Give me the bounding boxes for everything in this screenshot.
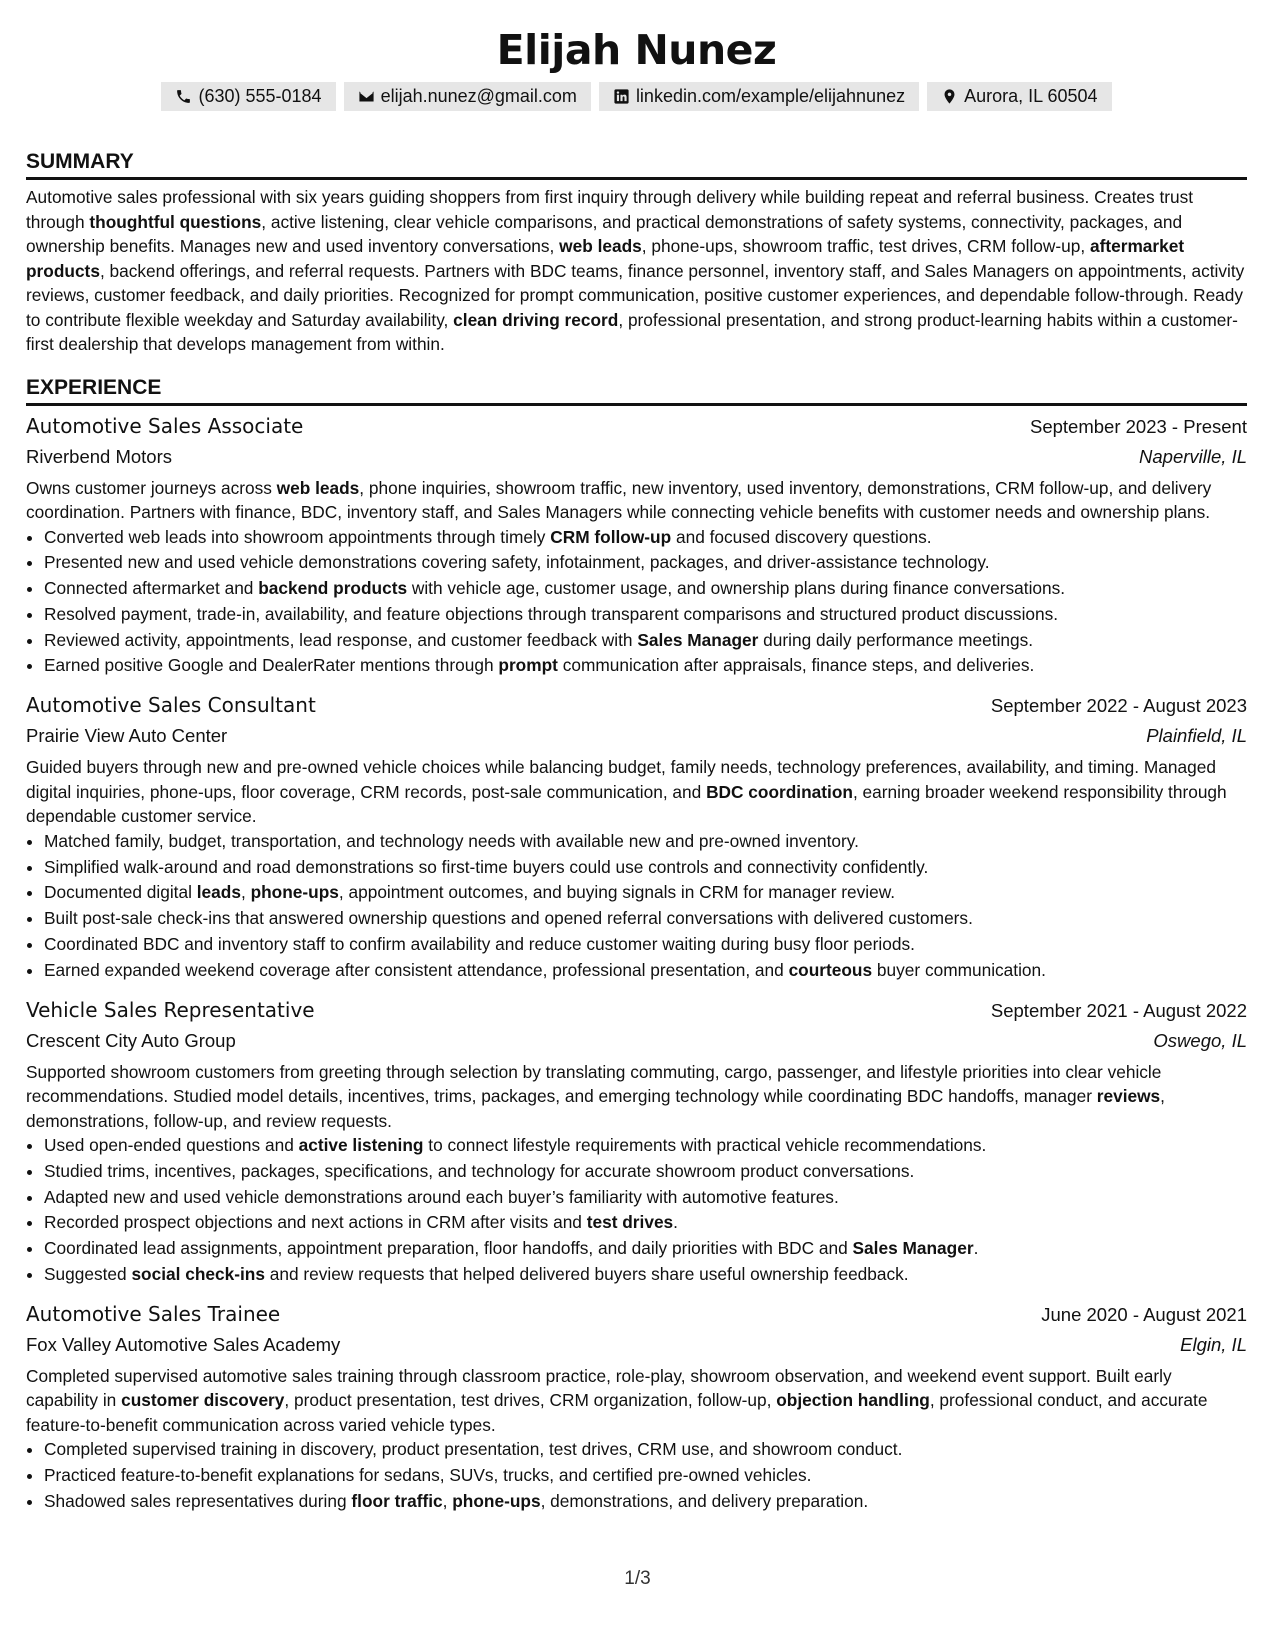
bold-text: leads — [196, 882, 241, 903]
text-run: , demonstrations, follow-up, and review requests. — [26, 1086, 1165, 1131]
job-company: Prairie View Auto Center — [26, 725, 228, 747]
envelope-icon — [358, 88, 375, 105]
text-run: , earning broader weekend responsibility through dependable customer service. — [26, 781, 1227, 827]
bold-text: phone-ups — [452, 1490, 541, 1511]
job-bullet — [44, 628, 1247, 654]
text-run: Reviewed activity, appointments, lead response, and customer feedback with — [44, 629, 638, 650]
contact-email[interactable] — [344, 82, 591, 111]
bold-text: web leads — [276, 477, 360, 498]
job-bullet-list — [26, 1437, 1247, 1514]
text-run: Supported showroom customers from greeting through selection by translating commuting, cargo, passenger, and lifestyle priorities into clear vehicle recommendations. Studied model details, incentives, trims, packages, and emerging technology while coordinating BDC handoffs, manager — [26, 1061, 1162, 1107]
job-bullet — [44, 602, 1247, 628]
summary-heading: SUMMARY — [26, 149, 1247, 180]
text-run: Earned positive Google and DealerRater mentions through — [44, 655, 499, 676]
contact-bar — [26, 82, 1247, 111]
job-bullet-list — [26, 525, 1247, 680]
job-bullet — [44, 550, 1247, 576]
bold-text: customer discovery — [121, 1390, 285, 1411]
text-run: Earned expanded weekend coverage after consistent attendance, professional presentation, and — [44, 959, 789, 980]
text-run: , product presentation, test drives, CRM organization, follow-up, — [284, 1390, 777, 1411]
bold-text: thoughtful questions — [89, 211, 262, 232]
job-bullet — [44, 1262, 1247, 1288]
job-company: Crescent City Auto Group — [26, 1029, 236, 1051]
text-run: Automotive sales professional with six years guiding shoppers from first inquiry through delivery while building repeat and referral business. Creates trust through — [26, 187, 1194, 232]
bold-text: CRM follow-up — [550, 526, 672, 547]
text-run: . — [973, 1238, 979, 1259]
text-run: and review requests that helped delivered buyers share useful ownership feedback. — [264, 1264, 909, 1285]
text-run: Connected aftermarket and — [44, 578, 259, 599]
job-bullet — [44, 576, 1247, 602]
text-run: Adapted new and used vehicle demonstrations around each buyer’s familiarity with automotive features. — [44, 1186, 839, 1207]
job-bullet — [44, 855, 1247, 881]
contact-linkedin-text: linkedin.com/example/elijahnunez — [635, 86, 906, 106]
bold-text: reviews — [1096, 1086, 1161, 1107]
job-bullet — [44, 653, 1247, 679]
text-run: to connect lifestyle requirements with practical vehicle recommendations. — [423, 1135, 987, 1156]
text-run: , phone inquiries, showroom traffic, new inventory, used inventory, demonstrations, CRM follow-up, and delivery coordination. Partners with finance, BDC, inventory staff, and Sales Managers while connecting vehicle benefits with customer needs and ownership plans. — [26, 477, 1212, 522]
job-title: Automotive Sales Trainee — [26, 1301, 281, 1326]
job-title: Automotive Sales Consultant — [26, 693, 316, 718]
text-run: Guided buyers through new and pre-owned vehicle choices while balancing budget, family needs, technology preferences, availability, and timing. Managed digital inquiries, phone-ups, floor coverage, CRM records, post-sale communication, and — [26, 757, 1216, 802]
text-run: , professional conduct, and accurate feature-to-benefit communication across varied vehicle types. — [26, 1390, 1208, 1435]
text-run: Shadowed sales representatives during — [44, 1490, 352, 1511]
job-bullet — [44, 1185, 1247, 1211]
contact-phone-text: (630) 555-0184 — [198, 86, 322, 106]
text-run: Matched family, budget, transportation, and technology needs with available new and pre-owned inventory. — [44, 830, 859, 851]
contact-linkedin[interactable] — [599, 82, 919, 111]
job-location: Elgin, IL — [1180, 1333, 1247, 1355]
text-run: Completed supervised training in discovery, product presentation, test drives, CRM use, and showroom conduct. — [44, 1439, 903, 1460]
job-bullet — [44, 1159, 1247, 1185]
job-location: Naperville, IL — [1139, 445, 1247, 467]
contact-location-text: Aurora, IL 60504 — [964, 86, 1098, 106]
bold-text: objection handling — [776, 1390, 930, 1411]
text-run: and focused discovery questions. — [671, 526, 932, 547]
job-dates: September 2022 - August 2023 — [990, 695, 1247, 717]
page-number: 1/3 — [624, 1568, 651, 1589]
job-company: Riverbend Motors — [26, 445, 173, 467]
bold-text: social check-ins — [131, 1264, 265, 1285]
job-bullet — [44, 1437, 1247, 1463]
bold-text: backend products — [258, 578, 408, 599]
job-bullet — [44, 880, 1247, 906]
bold-text: courteous — [788, 959, 873, 980]
job-bullet — [44, 1463, 1247, 1489]
contact-location — [927, 82, 1111, 111]
job-bullet — [44, 829, 1247, 855]
job-entry — [26, 412, 1247, 680]
bold-text: prompt — [498, 655, 558, 676]
job-bullet — [44, 906, 1247, 932]
bold-text: Sales Manager — [852, 1238, 974, 1259]
text-run: Suggested — [44, 1264, 132, 1285]
job-bullet-list — [26, 829, 1247, 984]
phone-icon — [175, 88, 192, 105]
bold-text: phone-ups — [250, 882, 339, 903]
text-run: Resolved payment, trade-in, availability, and feature objections through transparent comparisons and structured product discussions. — [44, 603, 1059, 624]
text-run: . — [673, 1212, 678, 1233]
text-run: Built post-sale check-ins that answered ownership questions and opened referral conversations with delivered customers. — [44, 908, 973, 929]
bold-text: aftermarket products — [26, 236, 1185, 281]
job-dates: September 2023 - Present — [1030, 415, 1247, 437]
job-company: Fox Valley Automotive Sales Academy — [26, 1333, 341, 1355]
text-run: Studied trims, incentives, packages, specifications, and technology for accurate showroom product conversations. — [44, 1160, 915, 1181]
job-bullet — [44, 932, 1247, 958]
job-entry — [26, 996, 1247, 1288]
resume-page — [26, 0, 1247, 1515]
job-bullet — [44, 1236, 1247, 1262]
job-summary — [26, 1060, 1247, 1134]
text-run: Recorded prospect objections and next actions in CRM after visits and — [44, 1212, 587, 1233]
location-pin-icon — [941, 88, 958, 105]
text-run: Completed supervised automotive sales training through classroom practice, role-play, showroom observation, and weekend event support. Built early capability in — [26, 1365, 1172, 1411]
text-run: , professional presentation, and strong product-learning habits within a customer-first dealership that develops management from within. — [26, 309, 1238, 354]
linkedin-icon — [613, 88, 630, 105]
text-run: , — [240, 882, 251, 903]
bold-text: clean driving record — [453, 309, 619, 330]
job-bullet-list — [26, 1133, 1247, 1288]
text-run: Converted web leads into showroom appointments through timely — [44, 526, 551, 547]
job-summary — [26, 755, 1247, 829]
job-bullet — [44, 958, 1247, 984]
text-run: Coordinated lead assignments, appointment preparation, floor handoffs, and daily priorities with BDC and — [44, 1238, 853, 1259]
contact-phone[interactable] — [161, 82, 335, 111]
experience-list — [26, 412, 1247, 1515]
contact-email-text: elijah.nunez@gmail.com — [380, 86, 577, 106]
job-dates: September 2021 - August 2022 — [990, 999, 1247, 1021]
text-run: buyer communication. — [872, 959, 1046, 980]
bold-text: floor traffic — [351, 1490, 443, 1511]
summary-paragraph — [26, 185, 1247, 357]
job-entry — [26, 691, 1247, 983]
text-run: Presented new and used vehicle demonstrations covering safety, infotainment, packages, and driver-assistance technology. — [44, 552, 990, 573]
text-run: with vehicle age, customer usage, and ownership plans during finance conversations. — [407, 578, 1066, 599]
job-bullet — [44, 1210, 1247, 1236]
text-run: , demonstrations, and delivery preparation. — [540, 1490, 869, 1511]
text-run: , — [442, 1490, 453, 1511]
job-dates: June 2020 - August 2021 — [1041, 1303, 1247, 1325]
text-run: Coordinated BDC and inventory staff to confirm availability and reduce customer waiting during busy floor periods. — [44, 933, 915, 954]
job-title: Vehicle Sales Representative — [26, 997, 315, 1022]
job-summary — [26, 476, 1247, 525]
bold-text: web leads — [559, 236, 642, 256]
job-location: Plainfield, IL — [1146, 725, 1247, 747]
text-run: Documented digital — [44, 882, 197, 903]
job-entry — [26, 1300, 1247, 1515]
job-bullet — [44, 1489, 1247, 1515]
bold-text: Sales Manager — [637, 629, 759, 650]
text-run: , appointment outcomes, and buying signals in CRM for manager review. — [338, 882, 896, 903]
text-run: Used open-ended questions and — [44, 1135, 299, 1156]
job-bullet — [44, 1133, 1247, 1159]
bold-text: test drives — [586, 1212, 674, 1233]
job-summary — [26, 1364, 1247, 1438]
job-location: Oswego, IL — [1153, 1029, 1247, 1051]
text-run: Practiced feature-to-benefit explanations for sedans, SUVs, trucks, and certified pre-owned vehicles. — [44, 1465, 812, 1486]
job-title: Automotive Sales Associate — [26, 413, 304, 438]
text-run: Simplified walk-around and road demonstrations so first-time buyers could use controls and connectivity confidently. — [44, 856, 929, 877]
experience-heading: EXPERIENCE — [26, 375, 1247, 406]
text-run: Owns customer journeys across — [26, 477, 277, 498]
bold-text: BDC coordination — [706, 781, 853, 802]
candidate-name: Elijah Nunez — [496, 26, 777, 74]
job-bullet — [44, 525, 1247, 551]
text-run: , backend offerings, and referral requests. Partners with BDC teams, finance personnel, inventory staff, and Sales Managers on appointments, activity reviews, customer feedback, and daily priorities. Recognized for prompt communication, positive customer experiences, and dependable follow-through. Ready to contribute flexible weekday and Saturday availability, — [26, 260, 1245, 330]
text-run: , active listening, clear vehicle comparisons, and practical demonstrations of safety systems, connectivity, packages, and ownership benefits. Manages new and used inventory conversations, — [26, 211, 1183, 256]
bold-text: active listening — [298, 1135, 424, 1156]
text-run: , phone-ups, showroom traffic, test drives, CRM follow-up, — [641, 236, 1090, 256]
text-run: during daily performance meetings. — [758, 629, 1034, 650]
text-run: communication after appraisals, finance steps, and deliveries. — [557, 655, 1035, 676]
